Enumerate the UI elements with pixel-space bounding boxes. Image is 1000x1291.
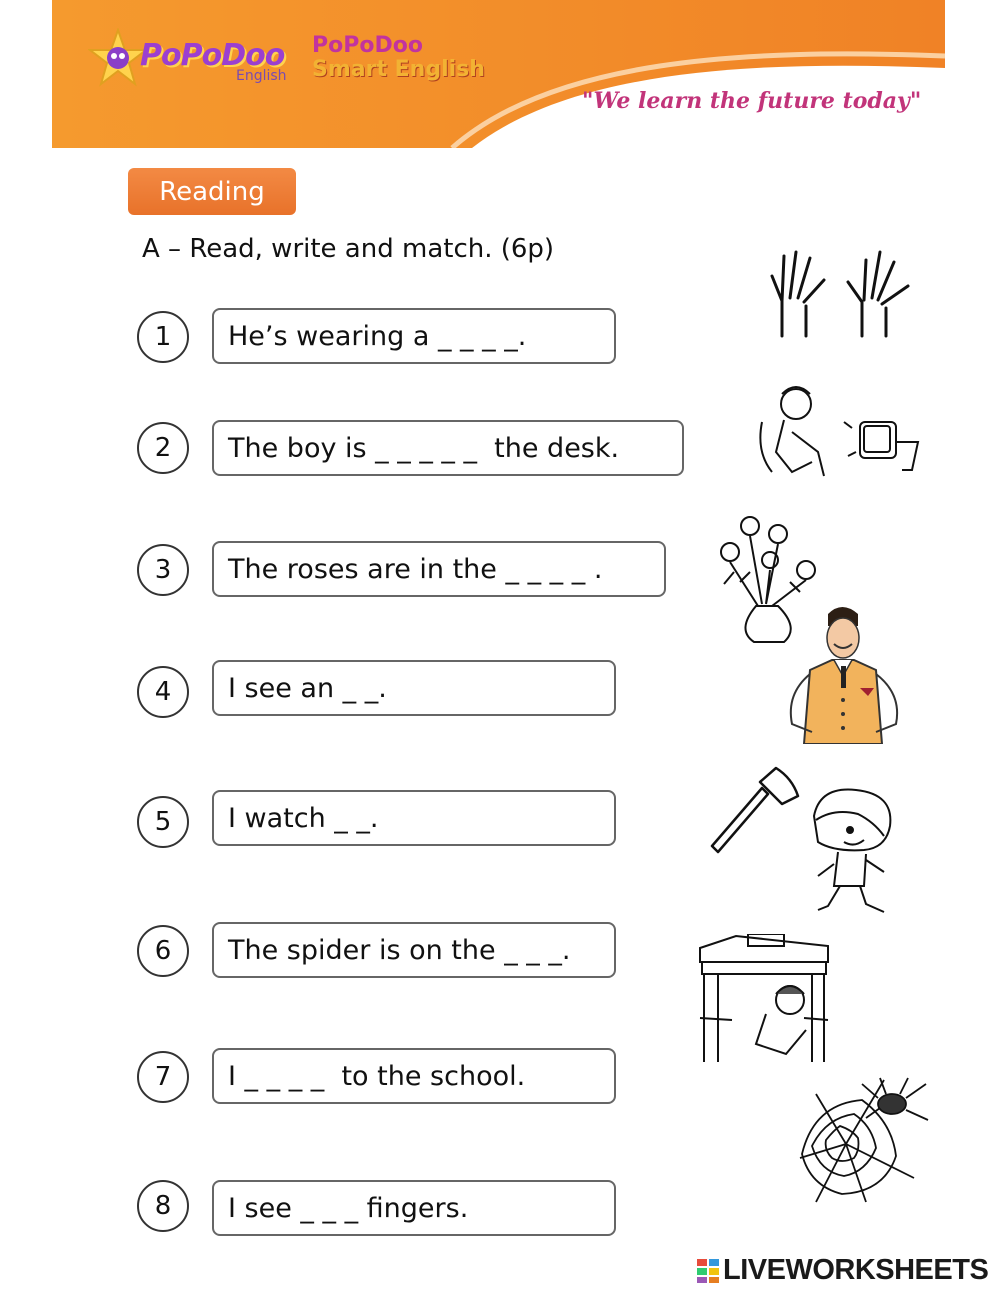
spider-web-icon[interactable]	[796, 1074, 936, 1206]
popodoo-logo	[88, 28, 288, 90]
question-box[interactable]: The roses are in the _ _ _ _ .	[212, 541, 666, 597]
question-box[interactable]: He’s wearing a _ _ _ _.	[212, 308, 616, 364]
question-number: 1	[137, 311, 189, 363]
popodoo-sub: English	[236, 68, 287, 84]
question-number: 4	[137, 666, 189, 718]
question-number: 8	[137, 1180, 189, 1232]
header-banner	[52, 0, 945, 148]
smart-english-logo	[312, 34, 485, 82]
question-box[interactable]: I _ _ _ _ to the school.	[212, 1048, 616, 1104]
boy-under-desk-icon[interactable]	[696, 934, 832, 1066]
smart-logo-line1: PoPoDoo	[312, 33, 423, 58]
star-mascot-icon	[88, 28, 148, 88]
question-box[interactable]: I see _ _ _ fingers.	[212, 1180, 616, 1236]
slogan: "We learn the future today"	[582, 88, 922, 114]
question-box[interactable]: I watch _ _.	[212, 790, 616, 846]
reading-tag: Reading	[128, 168, 296, 215]
instruction: A – Read, write and match. (6p)	[142, 234, 555, 264]
popodoo-brand: PoPoDoo	[140, 38, 285, 73]
hands-icon[interactable]	[768, 246, 918, 341]
smart-logo-line2: Smart English	[312, 57, 485, 82]
watermark-text: LIVEWORKSHEETS	[723, 1254, 989, 1286]
question-number: 7	[137, 1051, 189, 1103]
question-box[interactable]: The boy is _ _ _ _ _ the desk.	[212, 420, 684, 476]
man-vest-icon[interactable]	[782, 604, 914, 744]
question-box[interactable]: I see an _ _.	[212, 660, 616, 716]
boy-watching-tv-icon[interactable]	[752, 382, 924, 482]
liveworksheets-logo-icon	[697, 1259, 719, 1283]
question-number: 5	[137, 796, 189, 848]
question-number: 3	[137, 544, 189, 596]
explorer-girl-icon[interactable]	[804, 786, 900, 922]
axe-icon[interactable]	[706, 764, 802, 854]
question-number: 6	[137, 925, 189, 977]
question-number: 2	[137, 422, 189, 474]
question-box[interactable]: The spider is on the _ _ _.	[212, 922, 616, 978]
liveworksheets-watermark	[697, 1254, 988, 1287]
